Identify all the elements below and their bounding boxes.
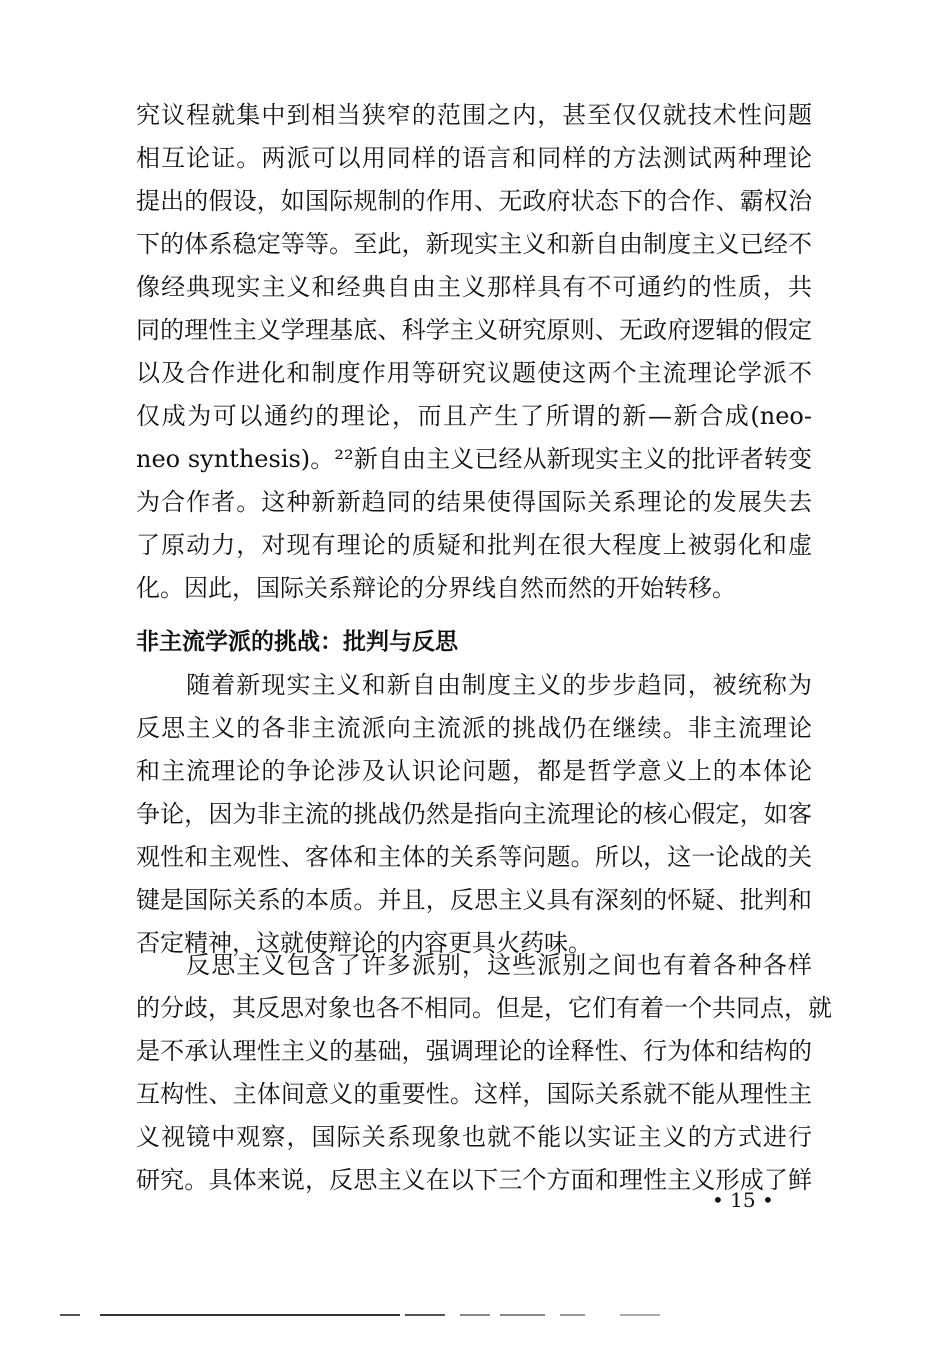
page-number: • 15 • <box>712 1188 774 1212</box>
text-line: 为合作者。这种新新趋同的结果使得国际关系理论的发展失去 <box>136 488 812 516</box>
text-line: 键是国际关系的本质。并且，反思主义具有深刻的怀疑、批判和 <box>136 886 812 914</box>
text-line: 互构性、主体间意义的重要性。这样，国际关系就不能从理性主 <box>136 1080 812 1108</box>
text-line: 义视镜中观察，国际关系现象也就不能以实证主义的方式进行 <box>136 1123 812 1151</box>
text-line: 反思主义的各非主流派向主流派的挑战仍在继续。非主流理论 <box>136 714 812 742</box>
text-line: 了原动力，对现有理论的质疑和批判在很大程度上被弱化和虚 <box>136 531 812 559</box>
text-line: 和主流理论的争论涉及认识论问题，都是哲学意义上的本体论 <box>136 757 812 785</box>
text-line: 提出的假设，如国际规制的作用、无政府状态下的合作、霸权治 <box>136 187 812 215</box>
text-line: 争论，因为非主流的挑战仍然是指向主流理论的核心假定，如客 <box>136 800 812 828</box>
text-line: neo synthesis)。²²新自由主义已经从新现实主义的批评者转变 <box>136 445 812 473</box>
section-heading: 非主流学派的挑战：批判与反思 <box>136 629 458 655</box>
text-line: 仅成为可以通约的理论，而且产生了所谓的新—新合成(neo- <box>136 402 812 430</box>
text-line: 究议程就集中到相当狭窄的范围之内，甚至仅仅就技术性问题 <box>136 101 812 129</box>
text-line: 下的体系稳定等等。至此，新现实主义和新自由制度主义已经不 <box>136 230 812 258</box>
text-line: 反思主义包含了许多派别，这些派别之间也有着各种各样 <box>136 951 812 979</box>
text-line: 的分歧，其反思对象也各不相同。但是，它们有着一个共同点，就 <box>136 994 832 1022</box>
text-line: 化。因此，国际关系辩论的分界线自然而然的开始转移。 <box>136 574 736 602</box>
text-line: 是不承认理性主义的基础，强调理论的诠释性、行为体和结构的 <box>136 1037 812 1065</box>
text-line: 像经典现实主义和经典自由主义那样具有不可通约的性质，共 <box>136 273 812 301</box>
text-line: 研究。具体来说，反思主义在以下三个方面和理性主义形成了鲜 <box>136 1166 812 1194</box>
scan-artifact-line <box>60 1312 700 1318</box>
text-line: 否定精神，这就使辩论的内容更具火药味。 <box>136 929 592 957</box>
text-line: 以及合作进化和制度作用等研究议题使这两个主流理论学派不 <box>136 359 812 387</box>
text-line: 随着新现实主义和新自由制度主义的步步趋同，被统称为 <box>136 671 812 699</box>
text-line: 同的理性主义学理基底、科学主义研究原则、无政府逻辑的假定 <box>136 316 812 344</box>
text-line: 相互论证。两派可以用同样的语言和同样的方法测试两种理论 <box>136 144 812 172</box>
text-line: 观性和主观性、客体和主体的关系等问题。所以，这一论战的关 <box>136 843 812 871</box>
